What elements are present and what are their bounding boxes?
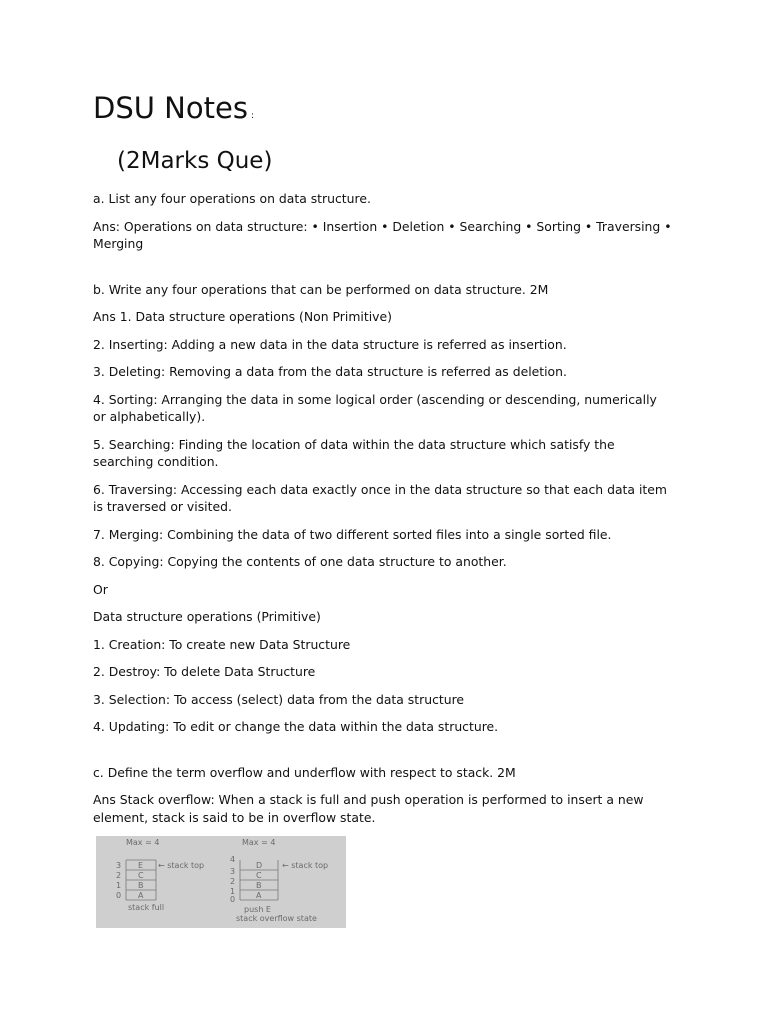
left-cell: A	[138, 891, 144, 900]
page-title	[93, 88, 673, 136]
primitive-item: 3. Selection: To access (select) data from the data structure	[93, 691, 465, 707]
left-cell: E	[138, 861, 144, 870]
right-max-label: Max = 4	[242, 838, 276, 847]
document-page	[93, 88, 673, 928]
right-caption-2: stack overflow state	[236, 914, 317, 923]
answer-b-item: 8. Copying: Copying the contents of one data structure to another.	[93, 554, 507, 569]
page-subtitle: (2Marks Que)	[117, 148, 273, 174]
answer-b-item: 4. Sorting: Arranging the data in some logical order (ascending or descending, numerically or alphabetically).	[93, 391, 657, 424]
left-caption: stack full	[128, 903, 165, 912]
title-text: DSU Notes	[93, 91, 248, 125]
right-caption-1: push E	[244, 905, 271, 914]
right-index: 1	[230, 887, 236, 896]
left-cell: C	[138, 871, 144, 880]
right-cell: C	[256, 871, 262, 880]
stack-overflow-sketch	[96, 836, 346, 928]
answer-b-item: 2. Inserting: Adding a new data in the data structure is referred as insertion.	[93, 336, 567, 352]
left-index: 2	[116, 871, 122, 880]
left-cell: B	[138, 881, 144, 890]
right-index: 0	[230, 895, 236, 904]
right-index: 3	[230, 867, 236, 876]
right-top-label: ← stack top	[282, 861, 329, 870]
right-cell: D	[256, 861, 263, 870]
title-colon: :	[250, 111, 254, 121]
answer-b-item: 5. Searching: Finding the location of data within the data structure which satisfy the searching condition.	[93, 436, 615, 469]
answer-b-item: 7. Merging: Combining the data of two different sorted files into a single sorted file.	[93, 526, 612, 542]
primitive-item: 1. Creation: To create new Data Structure	[93, 636, 351, 652]
question-a: a. List any four operations on data structure.	[93, 191, 371, 206]
right-index: 4	[230, 855, 236, 864]
answer-b-item: 3. Deleting: Removing a data from the data structure is referred as deletion.	[93, 364, 567, 379]
question-b: b. Write any four operations that can be performed on data structure. 2M	[93, 281, 549, 297]
question-c: c. Define the term overflow and underflow with respect to stack. 2M	[93, 764, 516, 780]
answer-b-item: 6. Traversing: Accessing each data exactly once in the data structure so that each data item is traversed or visited.	[93, 481, 667, 514]
left-index: 3	[116, 861, 122, 870]
primitive-item: 4. Updating: To edit or change the data within the data structure.	[93, 719, 499, 734]
answer-b-intro: Ans 1. Data structure operations (Non Primitive)	[93, 309, 392, 324]
primitive-heading: Data structure operations (Primitive)	[93, 609, 321, 624]
answer-c: Ans Stack overflow: When a stack is full and push operation is performed to insert a new element, stack is said to be in overflow state.	[93, 792, 644, 825]
or-separator: Or	[93, 581, 108, 597]
right-cell: B	[256, 881, 262, 890]
right-index: 2	[230, 877, 236, 886]
left-top-label: ← stack top	[158, 861, 205, 870]
left-index: 0	[116, 891, 122, 900]
left-max-label: Max = 4	[126, 838, 160, 847]
left-index: 1	[116, 881, 122, 890]
answer-a: Ans: Operations on data structure: • Insertion • Deletion • Searching • Sorting • Traversing • Merging	[93, 218, 672, 251]
right-cell: A	[256, 891, 262, 900]
primitive-item: 2. Destroy: To delete Data Structure	[93, 664, 316, 679]
